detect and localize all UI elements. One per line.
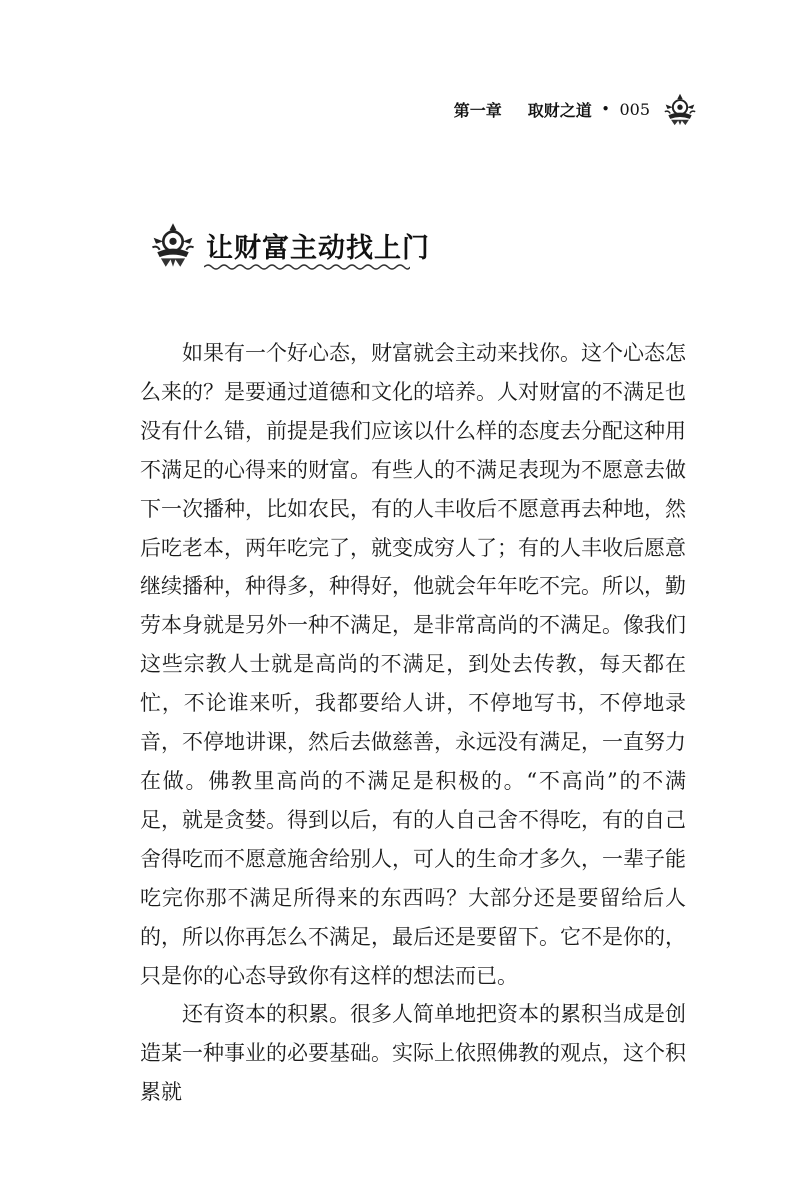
- body-text: [140, 334, 686, 1112]
- paragraph: 还有资本的积累。很多人简单地把资本的累积当成是创造某一种事业的必要基础。实际上依照佛教的观点，这个积累就: [140, 1002, 686, 1105]
- dharma-wheel-icon: [662, 92, 698, 126]
- title-underline: [204, 262, 410, 272]
- section-title: 让财富主动找上门: [206, 232, 430, 264]
- chapter-number: 第一章: [453, 100, 502, 120]
- chapter-title: 取财之道: [527, 100, 592, 120]
- header-separator: •: [601, 102, 610, 116]
- running-header: [454, 92, 698, 126]
- dharma-wheel-icon: [148, 222, 198, 268]
- paragraph: 如果有一个好心态，财富就会主动来找你。这个心态怎么来的？是要通过道德和文化的培养。人对财富的不满足也没有什么错，前提是我们应该以什么样的态度去分配这种用不满足的心得来的财富。有些人的不满足表现为不愿意去做下一次播种，比如农民，有的人丰收后不愿意再去种地，然后吃老本，两年吃完了，就变成穷人了；有的人丰收后愿意继续播种，种得多，种得好，他就会年年吃不完。所以，勤劳本身就是另外一种不满足，是非常高尚的不满足。像我们这些宗教人士就是高尚的不满足，到处去传教，每天都在忙，不论谁来听，我都要给人讲，不停地写书，不停地录音，不停地讲课，然后去做慈善，永远没有满足，一直努力在做。佛教里高尚的不满足是积极的。“不高尚”的不满足，就是贪婪。得到以后，有的人自己舍不得吃，有的自己舍得吃而不愿意施舍给别人，可人的生命才多久，一辈子能吃完你那不满足所得来的东西吗？大部分还是要留给后人的，所以你再怎么不满足，最后还是要留下。它不是你的，只是你的心态导致你有这样的想法而已。: [140, 341, 686, 988]
- page-number: 005: [619, 99, 650, 119]
